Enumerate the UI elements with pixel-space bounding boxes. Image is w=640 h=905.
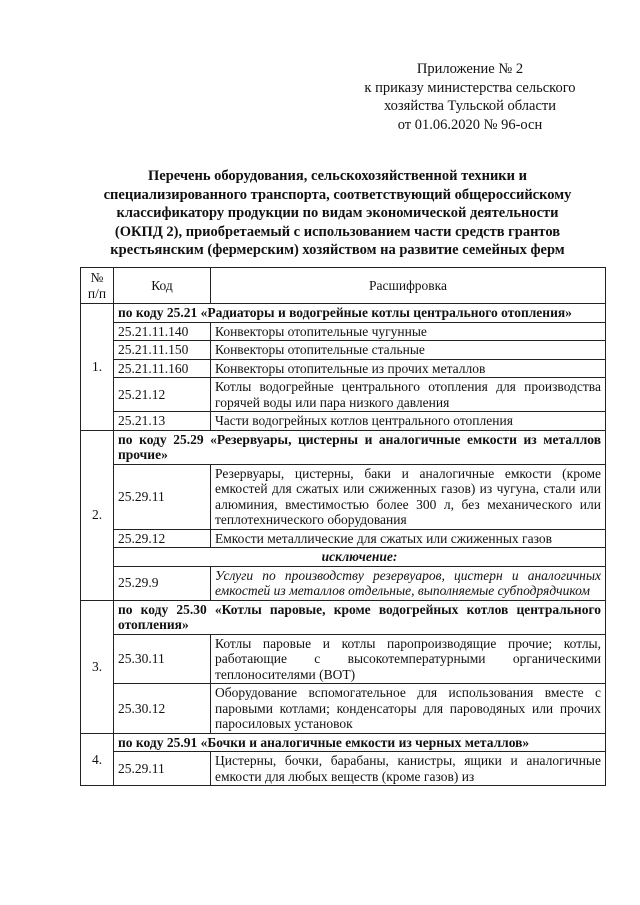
equipment-table [80,267,606,786]
title-line: крестьянским (фермерским) хозяйством на развитие семейных ферм [110,242,565,259]
desc-cell: Котлы паровые и котлы паропроизводящие прочие; котлы, работающие с высокотемпературными органическими теплоносителями (ВОТ) [211,634,606,684]
header-num-line2: п/п [87,285,107,301]
desc-cell: Конвекторы отопительные стальные [211,341,606,360]
code-cell: 25.29.11 [114,464,211,529]
table-row [81,684,606,734]
appendix-line: хозяйства Тульской области [383,98,557,114]
title-line: классификатору продукции по видам экономической деятельности [116,205,559,222]
header-num-line1: № [90,270,104,285]
document-title [75,167,600,260]
code-cell: 25.29.11 [114,752,211,786]
group-heading: по коду 25.21 «Радиаторы и водогрейные котлы центрального отопления» [114,304,606,323]
desc-cell: Цистерны, бочки, барабаны, канистры, ящики и аналогичные емкости для любых веществ (кроме газов) из [211,752,606,786]
group-number: 2. [81,430,114,600]
appendix-line: Приложение № 2 [416,61,524,77]
appendix-line: от 01.06.2020 № 96-осн [397,116,543,133]
group-number: 3. [81,600,114,733]
header-num [81,268,114,304]
desc-cell: Резервуары, цистерны, баки и аналогичные емкости (кроме емкостей для сжатых или сжиженных газов) из чугуна, стали или алюминия, вместимостью более 300 л, без механического или теплотехнического оборудования [211,464,606,529]
code-cell: 25.30.12 [114,684,211,734]
table-row [81,464,606,529]
group-number: 1. [81,304,114,431]
table-row [81,304,606,323]
group-heading: по коду 25.91 «Бочки и аналогичные емкости из черных металлов» [114,733,606,752]
header-desc: Расшифровка [211,268,606,304]
table-row [81,430,606,464]
header-code: Код [114,268,211,304]
table-row [81,359,606,378]
title-line: (ОКПД 2), приобретаемый с использованием части средств грантов [114,223,561,240]
table-row [81,322,606,341]
table-header-row [81,268,606,304]
code-cell: 25.30.11 [114,634,211,684]
group-heading: по коду 25.29 «Резервуары, цистерны и аналогичные емкости из металлов прочие» [114,430,606,464]
title-line: специализированного транспорта, соответствующий общероссийскому [103,186,572,203]
code-cell: 25.21.13 [114,412,211,431]
code-cell: 25.29.9 [114,566,211,600]
table-row [81,548,606,567]
code-cell: 25.21.11.140 [114,322,211,341]
code-cell: 25.21.12 [114,378,211,412]
desc-cell: Конвекторы отопительные чугунные [211,322,606,341]
table-row [81,412,606,431]
group-heading: по коду 25.30 «Котлы паровые, кроме водогрейных котлов центрального отопления» [114,600,606,634]
table-row [81,378,606,412]
group-number: 4. [81,733,114,786]
code-cell: 25.29.12 [114,529,211,548]
appendix-block [345,60,595,134]
table-row [81,341,606,360]
desc-cell: Емкости металлические для сжатых или сжиженных газов [211,529,606,548]
appendix-line: к приказу министерства сельского [364,79,576,96]
table-row [81,733,606,752]
table-row [81,752,606,786]
desc-cell: Конвекторы отопительные из прочих металлов [211,359,606,378]
table-row [81,529,606,548]
code-cell: 25.21.11.160 [114,359,211,378]
code-cell: 25.21.11.150 [114,341,211,360]
desc-cell: Оборудование вспомогательное для использования вместе с паровыми котлами; конденсаторы для пароводяных или прочих паросиловых установок [211,684,606,734]
desc-cell: Части водогрейных котлов центрального отопления [211,412,606,431]
table-row [81,566,606,600]
exception-label: исключение: [114,548,606,567]
table-row [81,600,606,634]
desc-cell: Услуги по производству резервуаров, цистерн и аналогичных емкостей из металлов отдельные, выполняемые субподрядчиком [211,566,606,600]
title-line: Перечень оборудования, сельскохозяйственной техники и [148,168,527,184]
desc-cell: Котлы водогрейные центрального отопления для производства горячей воды или пара низкого давления [211,378,606,412]
table-row [81,634,606,684]
